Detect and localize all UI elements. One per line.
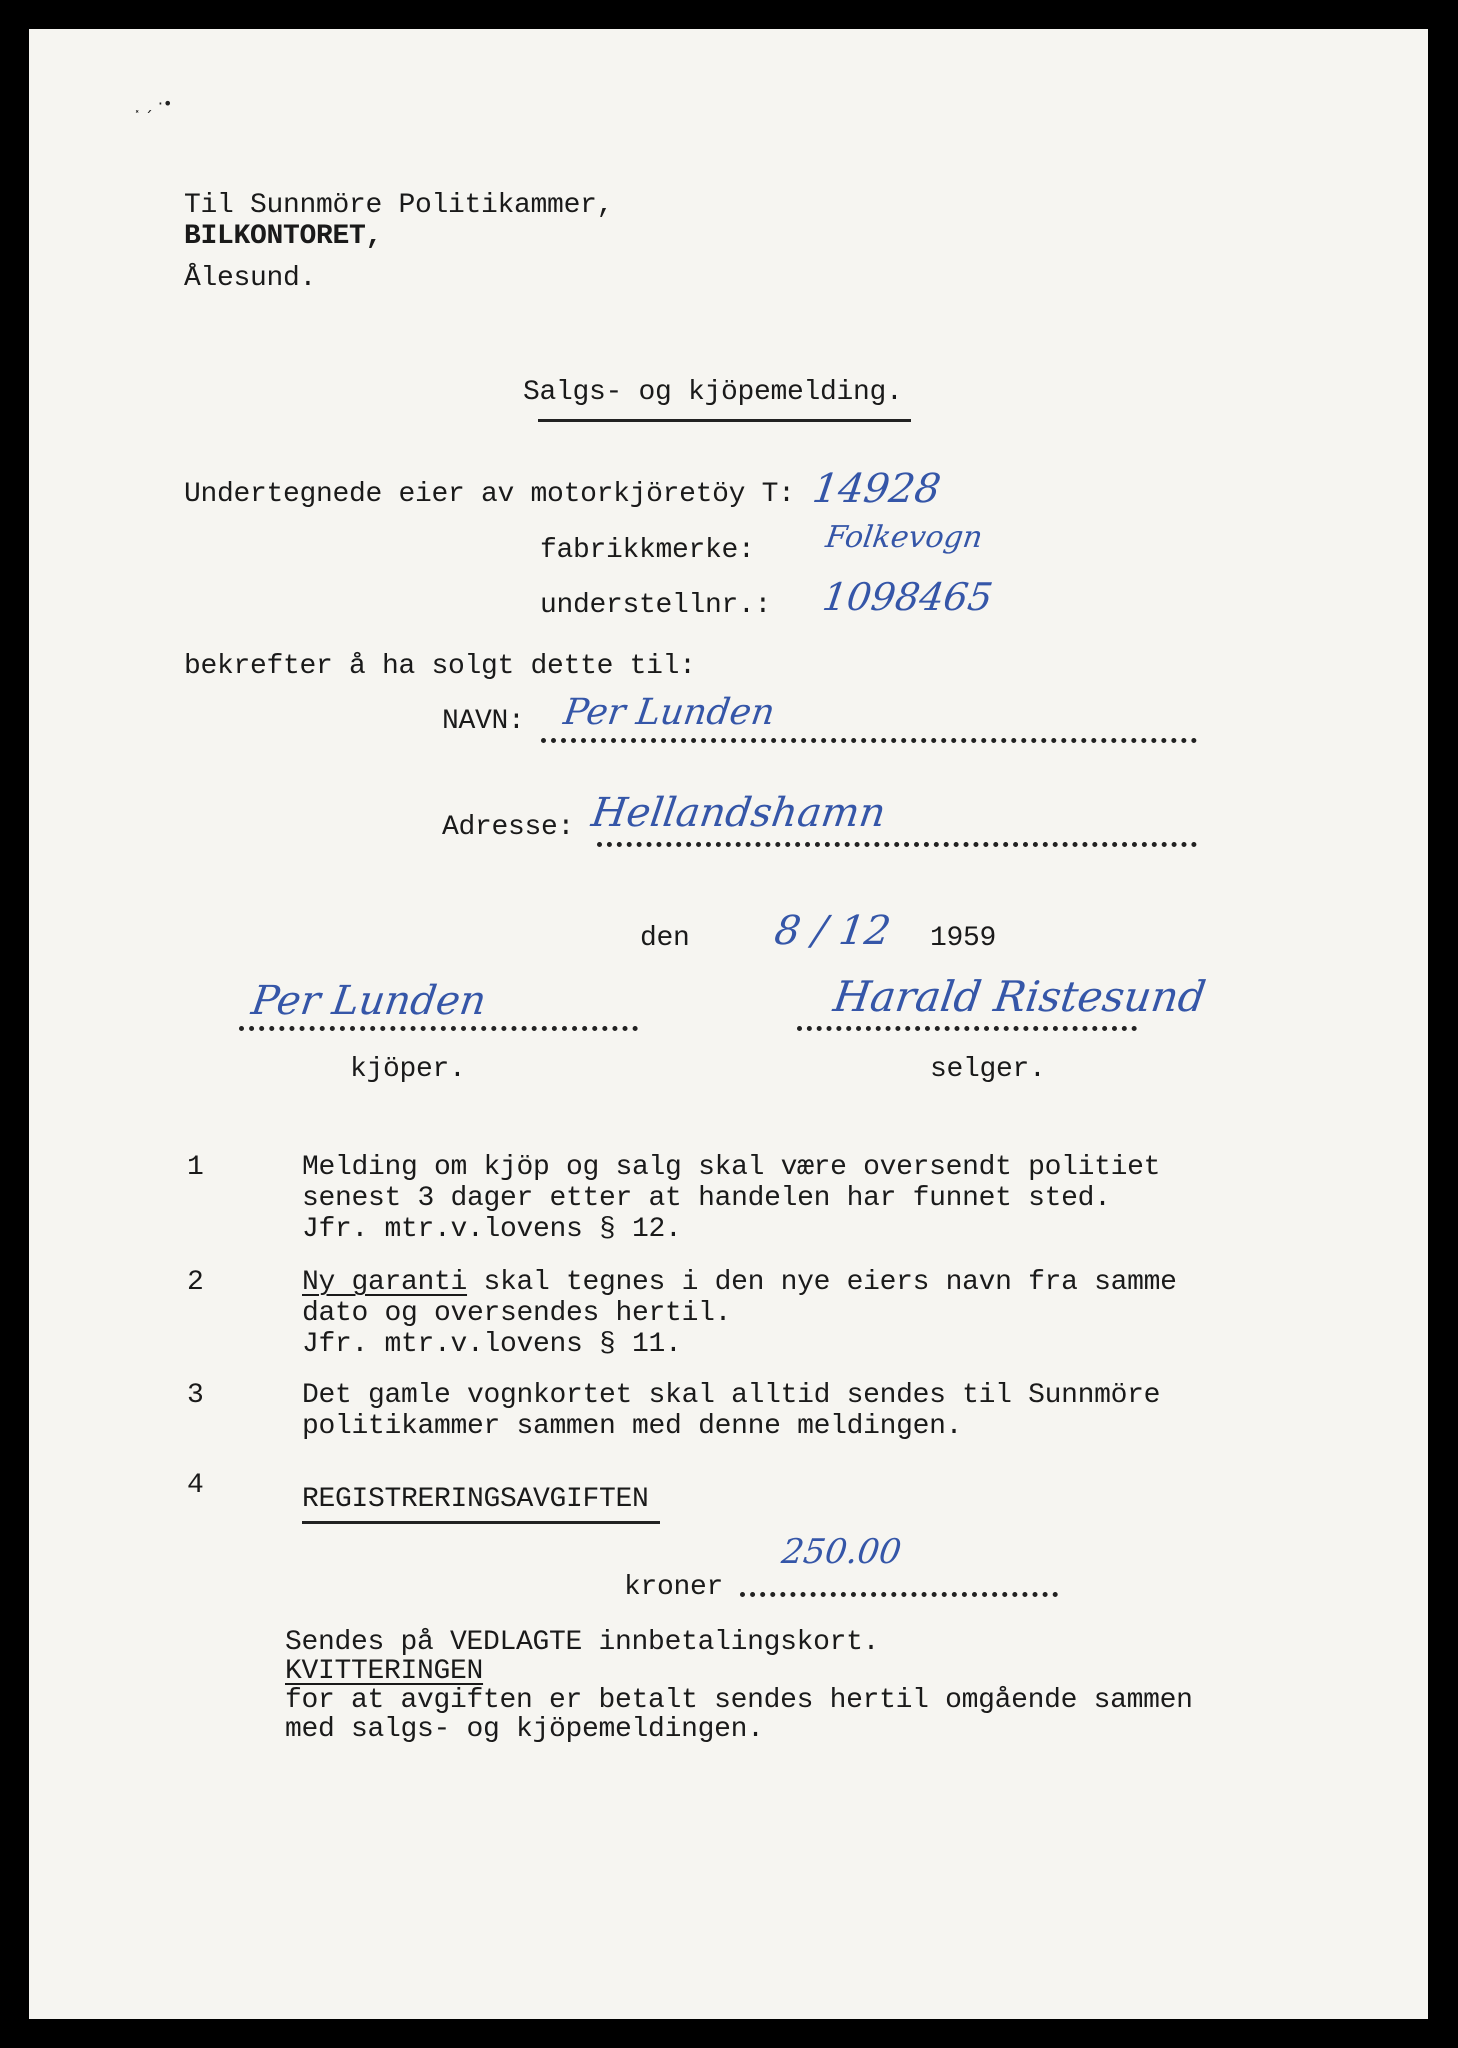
date-value: 8 / 12 <box>771 908 894 954</box>
chassis-label: understellnr.: <box>540 590 772 621</box>
buyer-label: kjöper. <box>350 1054 466 1085</box>
name-label: NAVN: <box>442 706 525 737</box>
buyer-name-value: Per Lunden <box>561 692 778 733</box>
item-text-line: Jfr. mtr.v.lovens § 12. <box>302 1214 682 1245</box>
item-number: 2 <box>187 1267 204 1298</box>
footer-line: Sendes på VEDLAGTE innbetalingskort. <box>285 1627 880 1658</box>
item-text-line: dato og oversendes hertil. <box>302 1298 732 1329</box>
fee-value: 250.00 <box>779 1532 904 1572</box>
seller-signature-line <box>797 1026 1137 1031</box>
name-dotted-line <box>541 738 1197 743</box>
owner-label: Undertegnede eier av motorkjöretöy T: <box>184 479 795 510</box>
seller-signature: Harald Ristesund <box>830 972 1209 1021</box>
fee-heading: REGISTRERINGSAVGIFTEN <box>302 1484 649 1515</box>
fee-dotted-line <box>740 1592 1058 1597</box>
seller-label: selger. <box>930 1054 1046 1085</box>
make-label: fabrikkmerke: <box>540 535 755 566</box>
item-text-line: politikammer sammen med denne meldingen. <box>302 1411 963 1442</box>
item-text-line: skal tegnes i den nye eiers navn fra samme <box>467 1267 1177 1298</box>
address-dotted-line <box>597 842 1197 847</box>
item-underlined-text: Ny garanti <box>302 1267 468 1298</box>
address-value: Hellandshamn <box>588 790 889 836</box>
footer-receipt-heading: KVITTERINGEN <box>285 1656 484 1687</box>
address-label: Adresse: <box>442 812 575 843</box>
item-text-line: Det gamle vognkortet skal alltid sendes til Sunnmöre <box>302 1380 1161 1411</box>
buyer-signature-line <box>239 1026 638 1031</box>
footer-line: med salgs- og kjöpemeldingen. <box>285 1714 764 1745</box>
title-underline <box>538 419 911 422</box>
recipient-city: Ålesund. <box>184 263 317 294</box>
footer-line: for at avgiften er betalt sendes hertil omgående sammen <box>285 1685 1193 1716</box>
item-number: 4 <box>187 1470 204 1501</box>
fee-heading-underline <box>302 1521 660 1524</box>
item-text-line: Jfr. mtr.v.lovens § 11. <box>302 1329 682 1360</box>
registration-value: 14928 <box>809 466 944 512</box>
recipient-line: Til Sunnmöre Politikammer, <box>184 190 614 221</box>
make-value: Folkevogn <box>823 520 985 555</box>
item-text-line: senest 3 dager etter at handelen har funnet sted. <box>302 1183 1111 1214</box>
confirm-text: bekrefter å ha solgt dette til: <box>184 651 696 682</box>
ink-mark: ⸼ ˏ ·• <box>136 94 173 113</box>
date-label: den <box>640 923 690 954</box>
item-number: 3 <box>187 1380 204 1411</box>
item-text-line: Melding om kjöp og salg skal være oversendt politiet <box>302 1152 1161 1183</box>
buyer-signature: Per Lunden <box>248 978 489 1024</box>
item-number: 1 <box>187 1152 204 1183</box>
fee-label: kroner <box>624 1572 724 1603</box>
recipient-office: BILKONTORET, <box>184 221 383 252</box>
chassis-value: 1098465 <box>819 575 996 619</box>
year-value: 1959 <box>930 923 997 954</box>
document-title: Salgs- og kjöpemelding. <box>523 377 903 408</box>
